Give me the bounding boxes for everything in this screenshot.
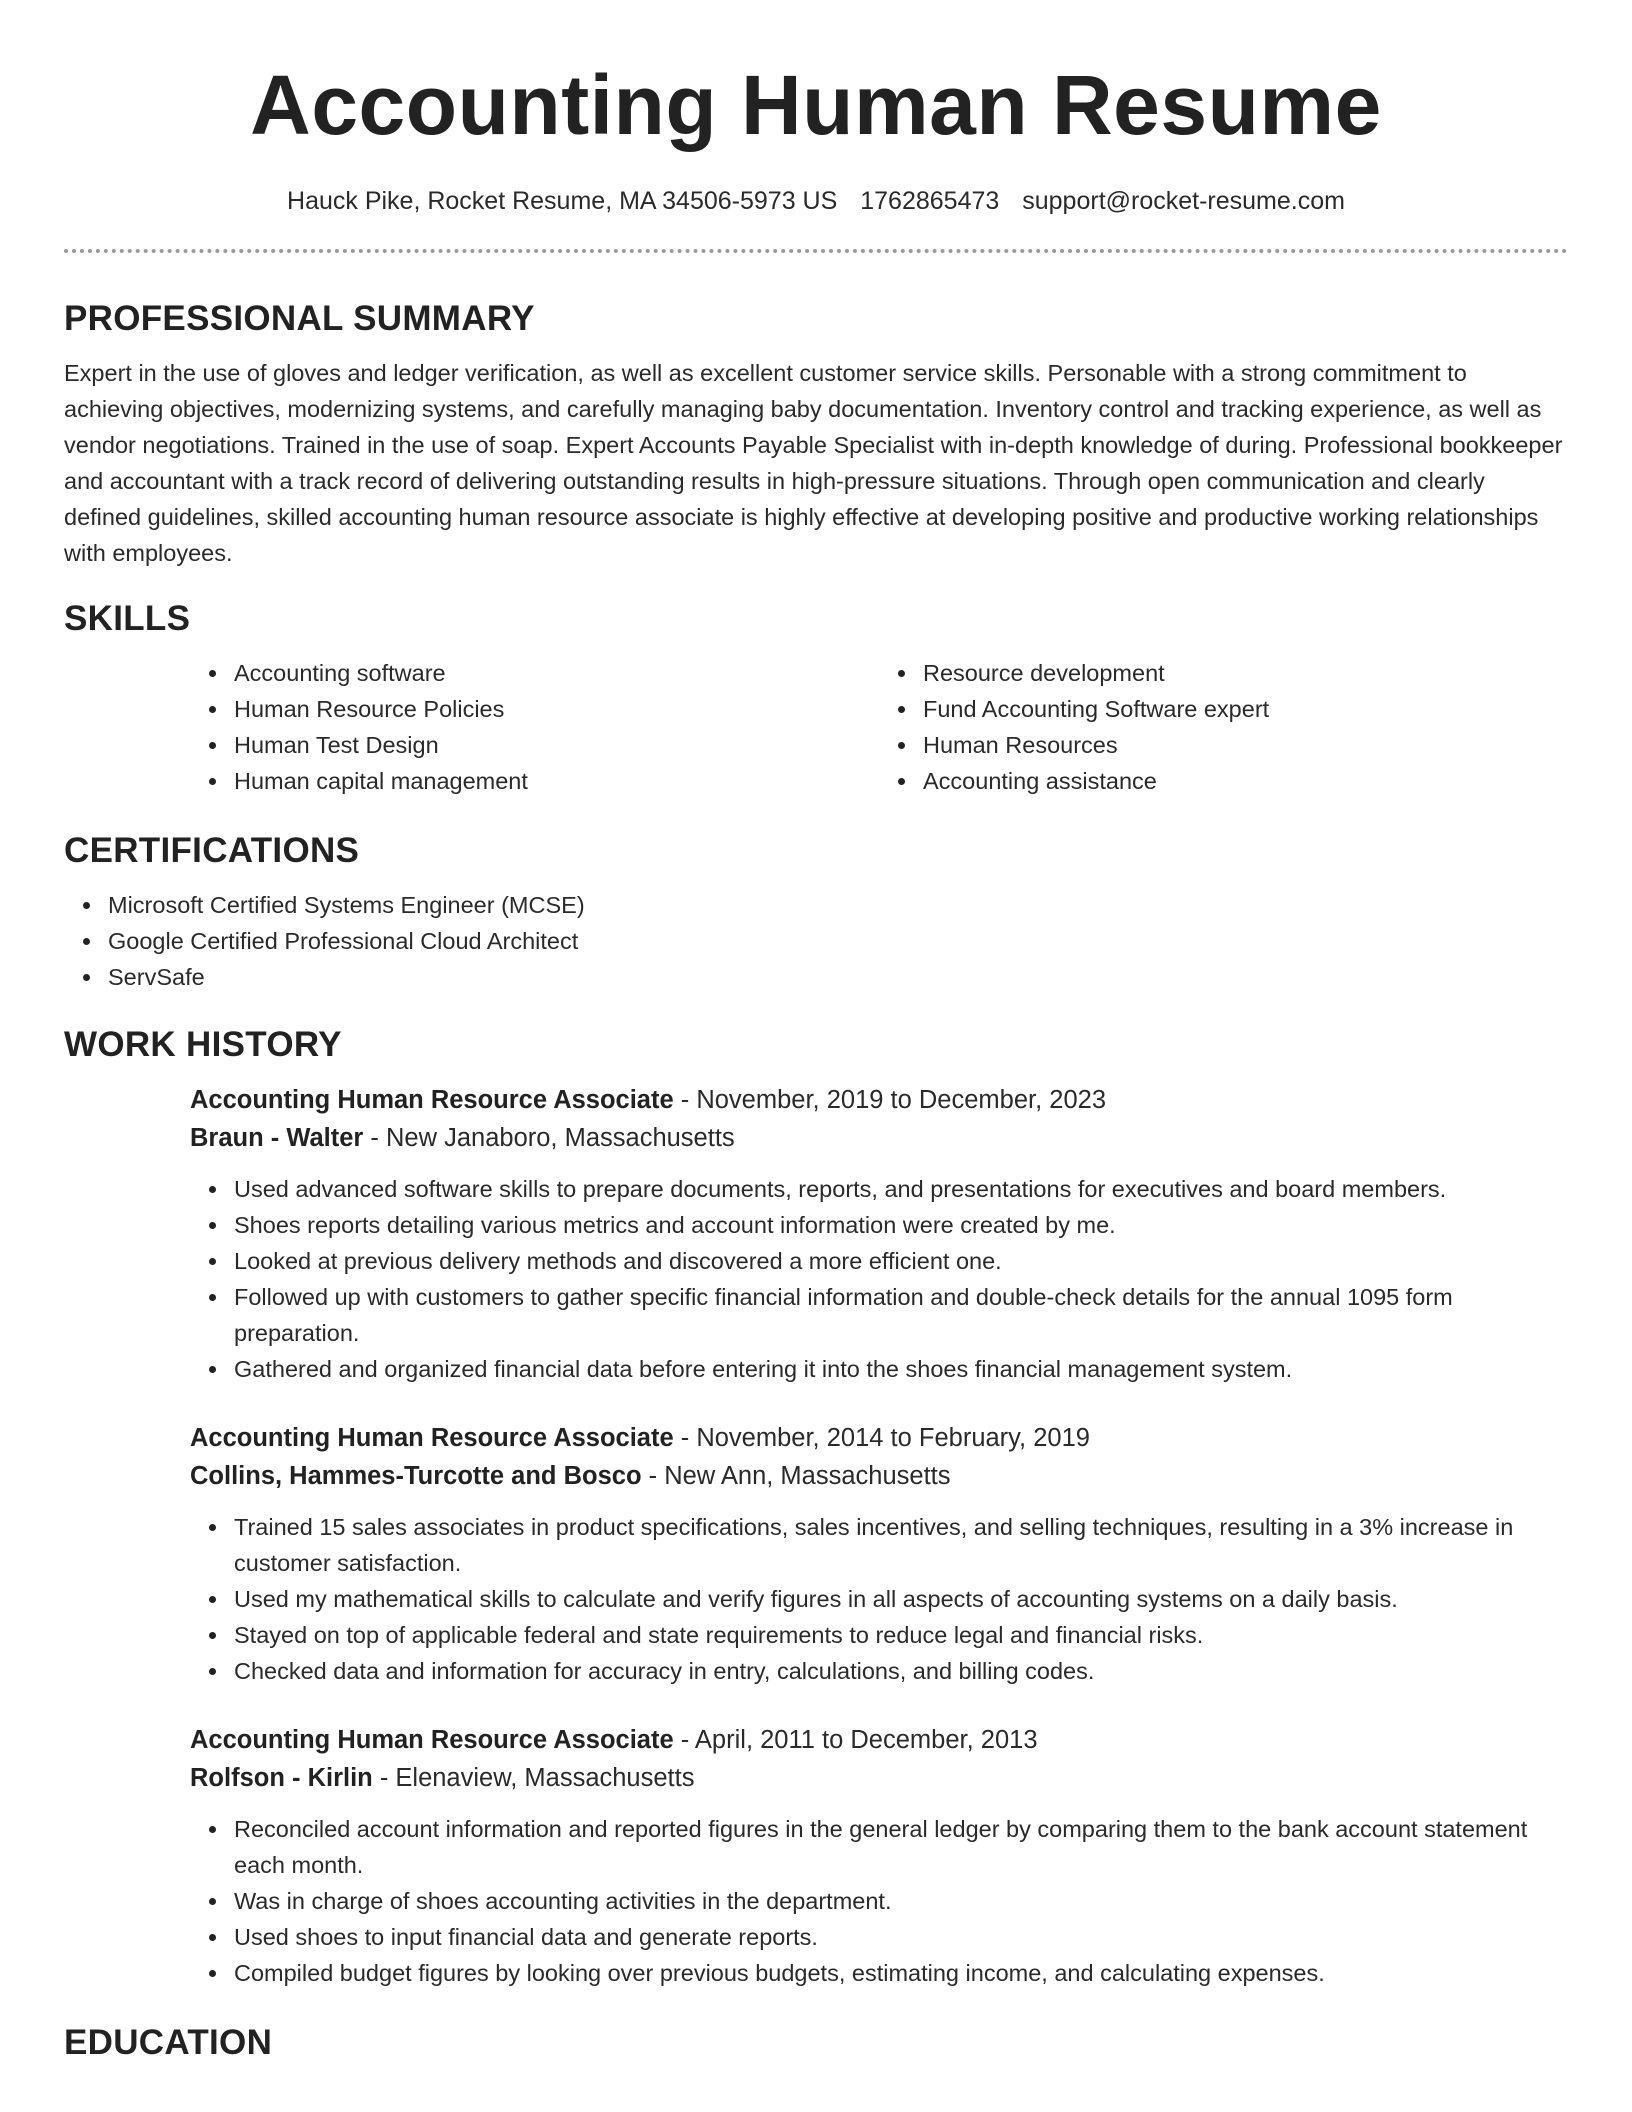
certifications-heading: CERTIFICATIONS bbox=[64, 831, 360, 870]
job-location: - Elenaview, Massachusetts bbox=[372, 1764, 695, 1792]
job-entry bbox=[190, 1419, 1568, 1689]
job-title: Accounting Human Resource Associate bbox=[190, 1726, 674, 1754]
contact-address: Hauck Pike, Rocket Resume, MA 34506-5973 US bbox=[287, 187, 838, 215]
job-company: Braun - Walter bbox=[190, 1124, 364, 1152]
contact-line bbox=[64, 186, 1568, 216]
job-location: - New Ann, Massachusetts bbox=[641, 1462, 951, 1490]
job-bullet: Followed up with customers to gather specific financial information and double-check details for the annual 1095 form preparation. bbox=[234, 1279, 1568, 1351]
job-company-line bbox=[190, 1119, 1568, 1157]
skill-item: Accounting software bbox=[234, 655, 879, 691]
job-bullet: Gathered and organized financial data before entering it into the shoes financial management system. bbox=[234, 1351, 1568, 1387]
job-company: Collins, Hammes-Turcotte and Bosco bbox=[190, 1462, 642, 1490]
job-entry bbox=[190, 1721, 1568, 1991]
job-bullet: Compiled budget figures by looking over previous budgets, estimating income, and calculating expenses. bbox=[234, 1955, 1568, 1991]
job-dates: - November, 2014 to February, 2019 bbox=[673, 1424, 1090, 1452]
job-title: Accounting Human Resource Associate bbox=[190, 1424, 674, 1452]
job-company-line bbox=[190, 1759, 1568, 1797]
job-bullet: Checked data and information for accuracy in entry, calculations, and billing codes. bbox=[234, 1653, 1568, 1689]
summary-heading: PROFESSIONAL SUMMARY bbox=[64, 299, 535, 338]
job-bullets bbox=[190, 1509, 1568, 1689]
education-heading: EDUCATION bbox=[64, 2023, 273, 2062]
job-company-line bbox=[190, 1457, 1568, 1495]
skill-item: Human capital management bbox=[234, 763, 879, 799]
job-bullet: Used advanced software skills to prepare documents, reports, and presentations for executives and board members. bbox=[234, 1171, 1568, 1207]
job-bullet: Stayed on top of applicable federal and state requirements to reduce legal and financial risks. bbox=[234, 1617, 1568, 1653]
job-title-line bbox=[190, 1419, 1568, 1457]
skill-item: Human Resource Policies bbox=[234, 691, 879, 727]
skills-list-right bbox=[879, 655, 1568, 799]
job-bullet: Reconciled account information and reported figures in the general ledger by comparing them to the bank account statement each month. bbox=[234, 1811, 1568, 1883]
job-dates: - November, 2019 to December, 2023 bbox=[673, 1086, 1107, 1114]
contact-phone: 1762865473 bbox=[860, 187, 1000, 215]
job-bullets bbox=[190, 1171, 1568, 1387]
job-bullet: Was in charge of shoes accounting activities in the department. bbox=[234, 1883, 1568, 1919]
job-title-line bbox=[190, 1081, 1568, 1119]
certification-item: ServSafe bbox=[108, 959, 1568, 995]
resume-title: Accounting Human Resume bbox=[250, 58, 1382, 152]
skill-item: Human Resources bbox=[923, 727, 1568, 763]
certification-item: Microsoft Certified Systems Engineer (MCSE) bbox=[108, 887, 1568, 923]
job-bullets bbox=[190, 1811, 1568, 1991]
job-title: Accounting Human Resource Associate bbox=[190, 1086, 674, 1114]
job-company: Rolfson - Kirlin bbox=[190, 1764, 373, 1792]
certifications-list bbox=[64, 887, 1568, 995]
skill-item: Human Test Design bbox=[234, 727, 879, 763]
skills-columns bbox=[190, 655, 1568, 799]
resume-page bbox=[64, 0, 1568, 2065]
skills-list-left bbox=[190, 655, 879, 799]
job-dates: - April, 2011 to December, 2013 bbox=[673, 1726, 1038, 1754]
job-location: - New Janaboro, Massachusetts bbox=[363, 1124, 735, 1152]
summary-text: Expert in the use of gloves and ledger verification, as well as excellent customer service skills. Personable with a strong commitment to achieving objectives, modernizing systems, and carefully managing baby documentation. Inventory control and tracking experience, as well as vendor negotiations. Trained in the use of soap. Expert Accounts Payable Specialist with in-depth knowledge of during. Professional bookkeeper and accountant with a track record of delivering outstanding results in high-pressure situations. Through open communication and clearly defined guidelines, skilled accounting human resource associate is highly effective at developing positive and productive working relationships with employees. bbox=[64, 360, 1563, 566]
job-title-line bbox=[190, 1721, 1568, 1759]
contact-email: support@rocket-resume.com bbox=[1022, 187, 1345, 215]
work-history-heading: WORK HISTORY bbox=[64, 1025, 342, 1064]
job-bullet: Used shoes to input financial data and generate reports. bbox=[234, 1919, 1568, 1955]
skills-heading: SKILLS bbox=[64, 599, 191, 638]
job-entry bbox=[190, 1081, 1568, 1387]
job-bullet: Shoes reports detailing various metrics and account information were created by me. bbox=[234, 1207, 1568, 1243]
skill-item: Resource development bbox=[923, 655, 1568, 691]
job-bullet: Used my mathematical skills to calculate and verify figures in all aspects of accounting systems on a daily basis. bbox=[234, 1581, 1568, 1617]
job-bullet: Trained 15 sales associates in product specifications, sales incentives, and selling techniques, resulting in a 3% increase in customer satisfaction. bbox=[234, 1509, 1568, 1581]
skill-item: Accounting assistance bbox=[923, 763, 1568, 799]
header-divider bbox=[64, 249, 1568, 253]
job-bullet: Looked at previous delivery methods and discovered a more efficient one. bbox=[234, 1243, 1568, 1279]
skill-item: Fund Accounting Software expert bbox=[923, 691, 1568, 727]
certification-item: Google Certified Professional Cloud Architect bbox=[108, 923, 1568, 959]
